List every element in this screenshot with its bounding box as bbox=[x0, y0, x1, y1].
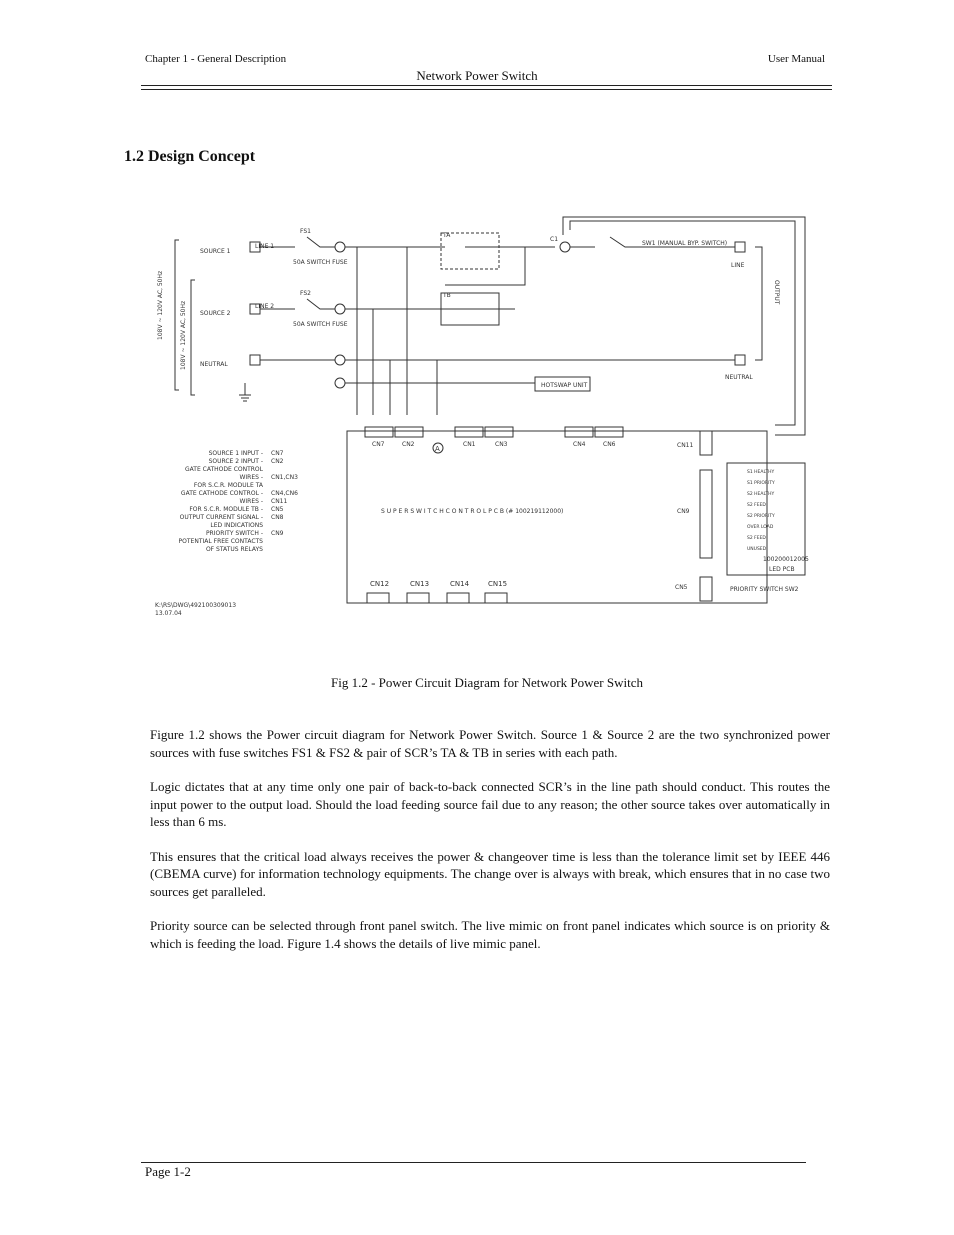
legend-label: PRIORITY SWITCH - bbox=[205, 530, 263, 537]
label-source1: SOURCE 1 bbox=[200, 248, 231, 255]
legend-value: CN5 bbox=[271, 506, 284, 513]
label-neutral-right: NEUTRAL bbox=[725, 374, 753, 381]
led-item: S1 HEALTHY bbox=[747, 470, 775, 475]
legend-label: OF STATUS RELAYS bbox=[205, 546, 263, 553]
voltage-brace-left bbox=[175, 240, 179, 390]
paragraph: Priority source can be selected through front panel switch. The live mimic on front panel indicates which source is on priority & which is feeding the load. Figure 1.4 shows the details of live mimic panel. bbox=[150, 918, 830, 951]
legend-label: GATE CATHODE CONTROL - bbox=[180, 490, 263, 497]
connector-label: CN9 bbox=[677, 508, 690, 515]
legend-value: CN2 bbox=[271, 458, 284, 465]
legend-value: CN4,CN6 bbox=[271, 490, 298, 497]
page-number: Page 1-2 bbox=[145, 1164, 191, 1179]
connector-label: CN3 bbox=[495, 441, 508, 448]
led-indications bbox=[747, 469, 775, 552]
label-neutral-left: NEUTRAL bbox=[200, 361, 228, 368]
voltage-brace-right bbox=[191, 280, 195, 395]
legend-value: CN11 bbox=[271, 498, 288, 505]
legend-label: FOR S.C.R. MODULE TA bbox=[193, 482, 263, 489]
header-title: Network Power Switch bbox=[416, 68, 538, 83]
label-voltage2: 108V ~ 120V AC, 50Hz bbox=[180, 300, 187, 370]
terminal-neutral-out bbox=[735, 355, 745, 365]
legend-label: FOR S.C.R. MODULE TB - bbox=[189, 506, 263, 513]
legend-label: WIRES - bbox=[239, 498, 263, 505]
connector-label: CN5 bbox=[675, 584, 688, 591]
connector-label: CN7 bbox=[372, 441, 385, 448]
connector-label: CN12 bbox=[370, 580, 390, 588]
legend-label: SOURCE 2 INPUT - bbox=[208, 458, 263, 465]
header-rule bbox=[141, 85, 832, 86]
led-item: S1 PRIORITY bbox=[747, 481, 775, 486]
led-item: S2 FEED bbox=[747, 503, 766, 508]
header-manual: User Manual bbox=[767, 53, 825, 65]
connector-label: CN4 bbox=[573, 441, 586, 448]
legend-value: CN9 bbox=[271, 530, 284, 537]
paragraph: This ensures that the critical load always receives the power & changeover time is less than the tolerance limit set by IEEE 446 (CBEMA curve) for information technology equipments. The change over is always with break, which ensures that in no case two sources get paralleled. bbox=[150, 848, 830, 899]
label-sw1: SW1 (MANUAL BYP. SWITCH) bbox=[642, 240, 728, 247]
label-ta: TA bbox=[443, 232, 451, 239]
header-chapter: Chapter 1 - General Description bbox=[145, 53, 287, 65]
footer-rule bbox=[141, 1162, 806, 1163]
led-item: S2 FEED bbox=[747, 536, 766, 541]
legend-label: LED INDICATIONS bbox=[210, 522, 263, 529]
header-rule-secondary bbox=[141, 89, 832, 90]
terminal-line-out bbox=[735, 242, 745, 252]
led-item: S2 PRIORITY bbox=[747, 514, 775, 519]
power-circuit-diagram bbox=[145, 205, 815, 630]
label-file-date: 13.07.04 bbox=[155, 610, 182, 617]
connector-label: CN1 bbox=[463, 441, 476, 448]
label-marker-a: A bbox=[435, 445, 440, 453]
legend-value: CN7 bbox=[271, 450, 284, 457]
label-line1: LINE 1 bbox=[255, 243, 275, 250]
label-led-pcb-no: 100200012005 bbox=[763, 556, 809, 563]
legend-label: WIRES - bbox=[239, 474, 263, 481]
label-file-path: K:\RS\DWG\492100309013 bbox=[155, 602, 237, 609]
connector-label: CN13 bbox=[410, 580, 430, 588]
label-tb: TB bbox=[443, 292, 451, 299]
legend-value: CN8 bbox=[271, 514, 284, 521]
legend-label: SOURCE 1 INPUT - bbox=[208, 450, 263, 457]
label-fuse2: 50A SWITCH FUSE bbox=[293, 321, 348, 328]
label-hotswap: HOTSWAP UNIT bbox=[541, 382, 588, 389]
legend-label: POTENTIAL FREE CONTACTS bbox=[178, 538, 263, 545]
label-fs1: FS1 bbox=[300, 228, 311, 235]
terminal-neutral bbox=[250, 355, 260, 365]
label-led-pcb: LED PCB bbox=[769, 566, 795, 573]
legend-label: OUTPUT CURRENT SIGNAL - bbox=[179, 514, 263, 521]
label-output: OUTPUT bbox=[773, 280, 780, 305]
label-fuse1: 50A SWITCH FUSE bbox=[293, 259, 348, 266]
figure-caption: Fig 1.2 - Power Circuit Diagram for Network Power Switch bbox=[331, 675, 643, 690]
connector-label: CN2 bbox=[402, 441, 415, 448]
led-item: OVER LOAD bbox=[747, 525, 774, 530]
label-source2: SOURCE 2 bbox=[200, 310, 231, 317]
label-line2: LINE 2 bbox=[255, 303, 275, 310]
connector-legend bbox=[179, 450, 299, 553]
led-item: UNUSED bbox=[747, 547, 767, 552]
legend-label: GATE CATHODE CONTROL bbox=[185, 466, 263, 473]
connector-label: CN11 bbox=[677, 442, 694, 449]
connector-label: CN15 bbox=[488, 580, 508, 588]
label-fs2: FS2 bbox=[300, 290, 311, 297]
label-pcb: S U P E R S W I T C H C O N T R O L P C B (# 100219112000) bbox=[381, 508, 564, 515]
legend-value: CN1,CN3 bbox=[271, 474, 298, 481]
led-item: S2 HEALTHY bbox=[747, 492, 775, 497]
label-priority-switch: PRIORITY SWITCH SW2 bbox=[730, 586, 799, 593]
connector-label: CN14 bbox=[450, 580, 470, 588]
paragraph: Logic dictates that at any time only one pair of back-to-back connected SCR’s in the line path should conduct. This routes the input power to the output load. Should the load feeding source fail due to any reason; the other source takes over automatically in less than 6 ms. bbox=[150, 779, 830, 829]
connector-label: CN6 bbox=[603, 441, 616, 448]
label-line-out: LINE bbox=[731, 262, 745, 269]
paragraph: Figure 1.2 shows the Power circuit diagram for Network Power Switch. Source 1 & Source 2 are the two synchronized power sources with fuse switches FS1 & FS2 & pair of SCR’s TA & TB in series with each path. bbox=[150, 727, 830, 760]
section-title: 1.2 Design Concept bbox=[124, 148, 256, 165]
body-text bbox=[150, 726, 830, 969]
label-voltage1: 108V ~ 120V AC, 50Hz bbox=[157, 270, 164, 340]
label-c1: C1 bbox=[550, 236, 559, 243]
